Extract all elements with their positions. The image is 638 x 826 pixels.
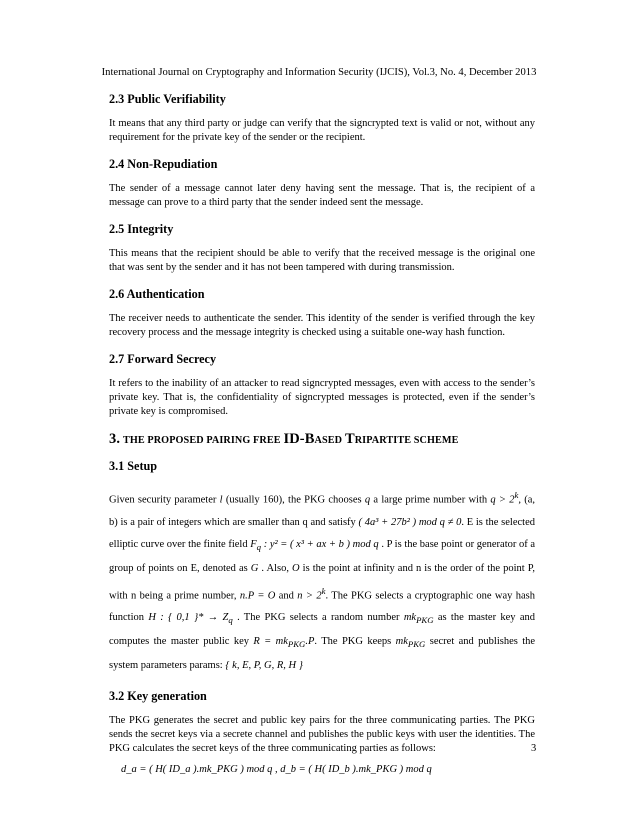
text-run: . P is the base point or generator of a group of points on E, denoted as (109, 538, 536, 574)
text-run: (usually 160), the PKG chooses (225, 494, 362, 506)
math-subscript: PKG (287, 639, 306, 650)
section-heading-3-2: 3.2 Key generation (109, 689, 207, 704)
math-n-condition: n > 2 (297, 590, 322, 602)
text-run: as the master key and computes the master public key (109, 612, 536, 648)
math-np: n.P = O (239, 590, 276, 602)
text-run: . The PKG keeps (314, 636, 392, 648)
section-heading-2-4: 2.4 Non-Repudiation (109, 157, 218, 171)
math-subscript: q (256, 541, 262, 552)
setup-paragraph (109, 484, 535, 677)
math-r: R = mk (253, 636, 288, 648)
section-text-2-7: It refers to the inability of an attacker to read signcrypted messages, even with access to the sender’s private key. That is, the confidentiality of signcrypted messages is protected, even if the sender’s private key is compromised. (109, 378, 535, 417)
section-heading-2-6: 2.6 Authentication (109, 287, 205, 301)
math-subscript: q (228, 615, 233, 626)
section-3-title-part: ID-B (283, 431, 315, 447)
math-q-condition: q > 2 (490, 494, 515, 506)
section-text-2-4: The sender of a message cannot later deny having sent the message. That is, the recipient of a message can prove to a third party that the sender indeed sent the message. (109, 183, 535, 208)
section-text-2-5: This means that the recipient should be able to verify that the received message is the original one that was sent by the sender and it has not been tampered with during transmission. (109, 248, 535, 273)
text-run: , (518, 494, 521, 506)
text-run: and (278, 590, 294, 602)
math-mk: mk (395, 636, 408, 648)
math-o: O (292, 562, 300, 574)
section-3-title-part: T (344, 431, 355, 447)
text-run: secret and publishes the system parameters params: (109, 636, 536, 672)
math-hash: H : { 0,1 }* → Z (148, 612, 229, 624)
text-run: . The PKG selects a cryptographic one way hash function (109, 590, 536, 624)
math-exponent: k (321, 585, 326, 596)
section-heading-2-3: 2.3 Public Verifiability (109, 92, 226, 106)
section-heading-2-7: 2.7 Forward Secrecy (109, 352, 217, 366)
math-mk: mk (403, 612, 417, 624)
math-discriminant: ( 4a³ + 27b² ) mod q ≠ 0 (358, 516, 462, 528)
text-run: . The PKG selects a random number (237, 612, 400, 624)
section-3-title-part: THE PROPOSED PAIRING FREE (122, 435, 281, 446)
math-subscript: PKG (407, 639, 426, 650)
section-heading-3 (109, 431, 535, 448)
section-3-title-part: RIPARTITE SCHEME (354, 435, 459, 446)
section-text-2-3: It means that any third party or judge can verify that the signcrypted text is valid or not, without any requirement for the private key of the sender or the recipient. (109, 118, 535, 143)
math-g: G (250, 562, 259, 574)
math-dot-p: .P (305, 636, 315, 648)
section-3-number: 3. (109, 431, 121, 447)
math-curve-equation: : y² = ( x³ + ax + b ) mod q (263, 538, 379, 550)
keygen-paragraph: The PKG generates the secret and public key pairs for the three communicating parties. The PKG sends the secret keys via a secrete channel and publishes the public keys with user the identities. The PKG calculates the secret keys of the three communicating parties as follows: (109, 715, 535, 755)
page-content (109, 86, 535, 775)
text-run: (a, b) is a pair of integers which are smaller than q and satisfy (109, 494, 536, 528)
text-run: . E is the selected elliptic curve over the finite field (109, 516, 535, 550)
math-field: F (250, 538, 257, 550)
text-run: Given security parameter (109, 494, 217, 506)
text-run: is the point at infinity and n is the order of the point P, with n being a prime number, (109, 562, 536, 602)
math-l: l (219, 494, 223, 506)
page-number: 3 (531, 743, 537, 754)
section-3-title-part: ASED (314, 435, 343, 446)
section-text-2-6: The receiver needs to authenticate the sender. This identity of the sender is verified through the key recovery process and the message integrity is checked using a suitable one-way hash function. (109, 313, 535, 338)
math-subscript: PKG (416, 615, 434, 626)
text-run: a large prime number with (373, 494, 488, 506)
text-run: . Also, (261, 562, 289, 574)
math-q: q (364, 494, 371, 506)
math-exponent: k (514, 490, 519, 500)
section-heading-2-5: 2.5 Integrity (109, 222, 174, 236)
running-header: International Journal on Cryptography and Information Security (IJCIS), Vol.3, No. 4, December 2013 (101, 67, 537, 78)
section-heading-3-1: 3.1 Setup (109, 459, 158, 473)
secret-key-formula: d_a = ( H( ID_a ).mk_PKG ) mod q , d_b = ( H( ID_b ).mk_PKG ) mod q (121, 764, 432, 776)
math-params: { k, E, P, G, R, H } (225, 660, 303, 672)
